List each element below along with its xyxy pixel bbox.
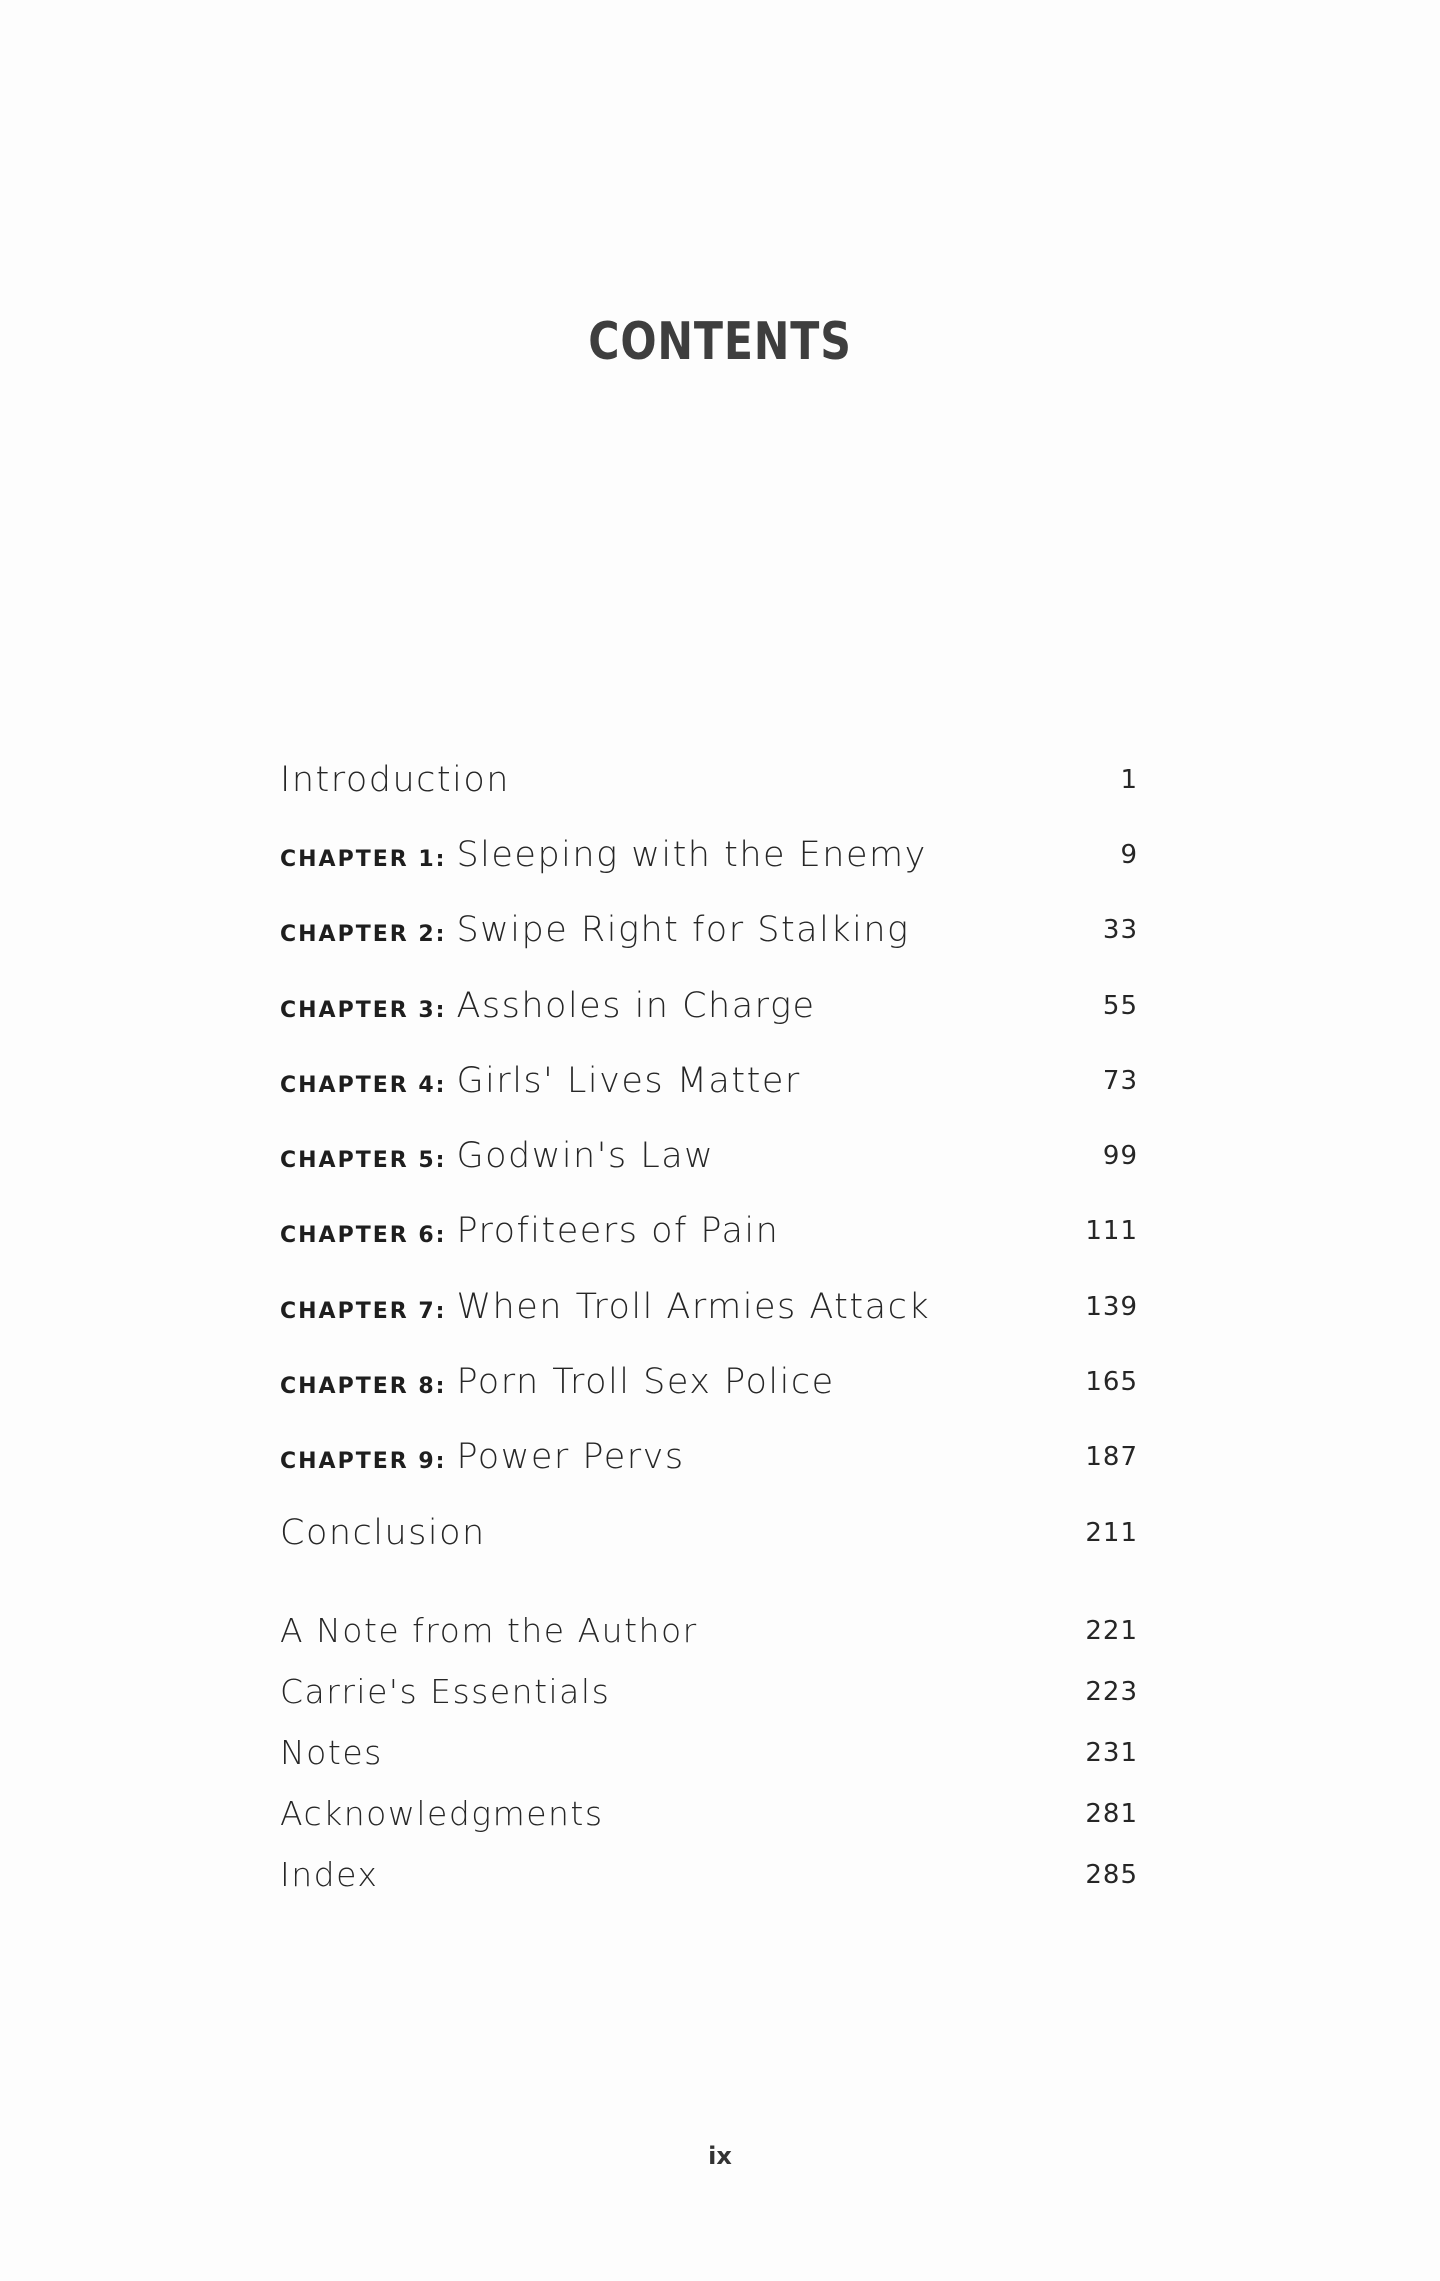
chapter-label: CHAPTER 8: (280, 1374, 447, 1400)
entry-page: 73 (1102, 1065, 1138, 1096)
chapter-label: CHAPTER 3: (280, 997, 447, 1023)
chapter-label: CHAPTER 6: (280, 1223, 447, 1249)
entry-page: 223 (1085, 1676, 1138, 1707)
entry-title: Notes (280, 1733, 383, 1773)
entry-title: Girls' Lives Matter (456, 1060, 801, 1101)
toc-entry-chapter[interactable] (280, 968, 1138, 1043)
chapter-label: CHAPTER 1: (280, 846, 447, 872)
entry-title: Index (280, 1855, 379, 1895)
entry-page: 165 (1085, 1367, 1138, 1398)
entry-title: When Troll Armies Attack (456, 1286, 931, 1327)
toc-entry-back-matter[interactable] (280, 1600, 1138, 1661)
entry-title: A Note from the Author (280, 1611, 698, 1651)
section-gap (280, 1570, 1138, 1600)
entry-title: Godwin's Law (456, 1136, 715, 1177)
page-number: ix (708, 2142, 732, 2170)
entry-page: 139 (1085, 1291, 1138, 1322)
entry-page: 111 (1085, 1216, 1138, 1247)
chapter-label: CHAPTER 5: (280, 1148, 447, 1174)
entry-title: Profiteers of Pain (456, 1211, 780, 1252)
toc-entry-chapter[interactable] (280, 893, 1138, 968)
chapter-label: CHAPTER 4: (280, 1072, 447, 1098)
entry-title: Introduction (280, 759, 510, 800)
chapter-label: CHAPTER 2: (280, 922, 447, 948)
toc-entry-chapter[interactable] (280, 1118, 1138, 1193)
entry-title: Carrie's Essentials (280, 1672, 611, 1712)
toc-entry-chapter[interactable] (280, 1194, 1138, 1269)
toc-entry-chapter[interactable] (280, 1344, 1138, 1419)
entry-title: Acknowledgments (280, 1794, 604, 1834)
page-title: CONTENTS (588, 312, 852, 372)
entry-title: Conclusion (280, 1512, 486, 1553)
entry-title: Sleeping with the Enemy (456, 834, 927, 875)
entry-page: 187 (1085, 1442, 1138, 1473)
table-of-contents (280, 742, 1138, 1905)
toc-entry-back-matter[interactable] (280, 1722, 1138, 1783)
toc-entry-back-matter[interactable] (280, 1661, 1138, 1722)
toc-entry-conclusion[interactable] (280, 1495, 1138, 1570)
entry-page: 9 (1120, 839, 1138, 870)
entry-page: 33 (1102, 915, 1138, 946)
toc-entry-back-matter[interactable] (280, 1844, 1138, 1905)
toc-entry-introduction[interactable] (280, 742, 1138, 817)
entry-title: Power Pervs (456, 1437, 685, 1478)
entry-title: Assholes in Charge (456, 985, 816, 1026)
entry-page: 211 (1085, 1517, 1138, 1548)
entry-page: 285 (1085, 1859, 1138, 1890)
entry-page: 221 (1085, 1615, 1138, 1646)
chapter-label: CHAPTER 7: (280, 1298, 447, 1324)
entry-title: Swipe Right for Stalking (456, 910, 910, 951)
toc-entry-back-matter[interactable] (280, 1783, 1138, 1844)
entry-page: 281 (1085, 1798, 1138, 1829)
entry-page: 231 (1085, 1737, 1138, 1768)
toc-entry-chapter[interactable] (280, 1269, 1138, 1344)
toc-entry-chapter[interactable] (280, 1420, 1138, 1495)
chapter-label: CHAPTER 9: (280, 1449, 447, 1475)
entry-page: 1 (1120, 764, 1138, 795)
toc-entry-chapter[interactable] (280, 817, 1138, 892)
entry-page: 55 (1102, 990, 1138, 1021)
toc-entry-chapter[interactable] (280, 1043, 1138, 1118)
entry-title: Porn Troll Sex Police (456, 1362, 835, 1403)
entry-page: 99 (1102, 1141, 1138, 1172)
